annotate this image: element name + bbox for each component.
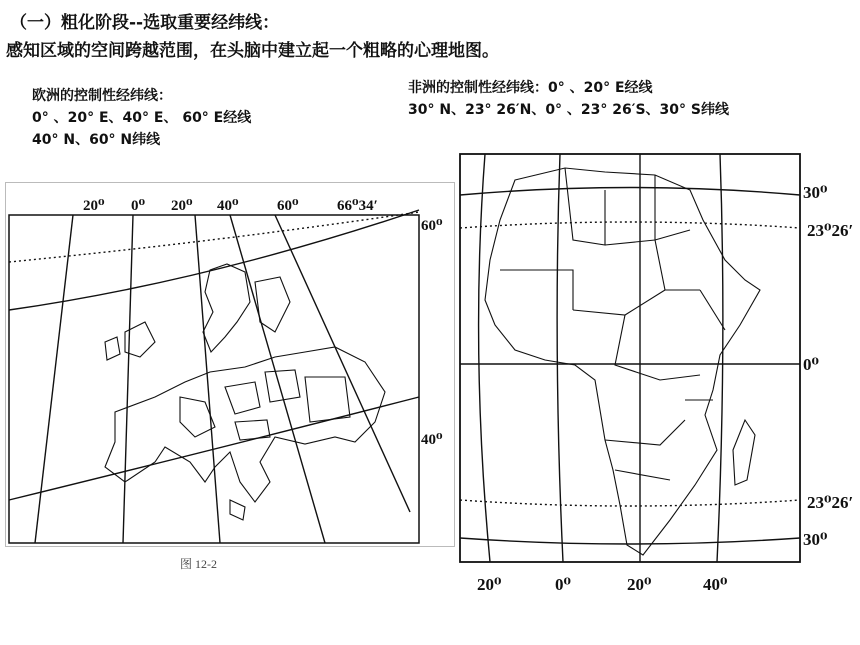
- europe-note-meridians: 0° 、20° E、40° E、 60° E经线: [32, 110, 252, 126]
- europe-lat-label: 60⁰: [421, 218, 443, 234]
- africa-map: [455, 150, 860, 610]
- europe-lat-label: 40⁰: [421, 432, 443, 448]
- europe-lon-label: 66⁰34′: [337, 198, 378, 214]
- africa-lon-label: 40⁰: [703, 575, 728, 594]
- africa-map-frame: [460, 154, 800, 562]
- europe-map: [5, 182, 455, 547]
- africa-note-meridians: 非洲的控制性经纬线：0° 、20° E经线: [408, 80, 653, 96]
- africa-note-parallels: 30° N、23° 26′N、0° 、23° 26′S、30° S纬线: [408, 102, 729, 118]
- page-title: （一）粗化阶段--选取重要经纬线：: [10, 13, 280, 33]
- africa-lat-label: 30⁰: [803, 530, 828, 549]
- africa-lon-label: 20⁰: [477, 575, 502, 594]
- page-subtitle: 感知区域的空间跨越范围，在头脑中建立起一个粗略的心理地图。: [6, 41, 499, 61]
- africa-lat-label: 0⁰: [803, 355, 819, 374]
- europe-lon-label: 40⁰: [217, 198, 239, 214]
- africa-lat-label: 23⁰26′: [807, 493, 854, 512]
- africa-lon-label: 20⁰: [627, 575, 652, 594]
- figure-caption: 图 12-2: [180, 557, 217, 571]
- africa-lat-label: 30⁰: [803, 183, 828, 202]
- africa-lat-label: 23⁰26′: [807, 221, 854, 240]
- europe-lon-label: 20⁰: [83, 198, 105, 214]
- europe-lon-label: 0⁰: [131, 198, 146, 214]
- africa-lon-label: 0⁰: [555, 575, 571, 594]
- europe-lon-label: 20⁰: [171, 198, 193, 214]
- europe-note-title: 欧洲的控制性经纬线：: [32, 88, 172, 104]
- europe-lon-label: 60⁰: [277, 198, 299, 214]
- europe-note-parallels: 40° N、60° N纬线: [32, 132, 161, 148]
